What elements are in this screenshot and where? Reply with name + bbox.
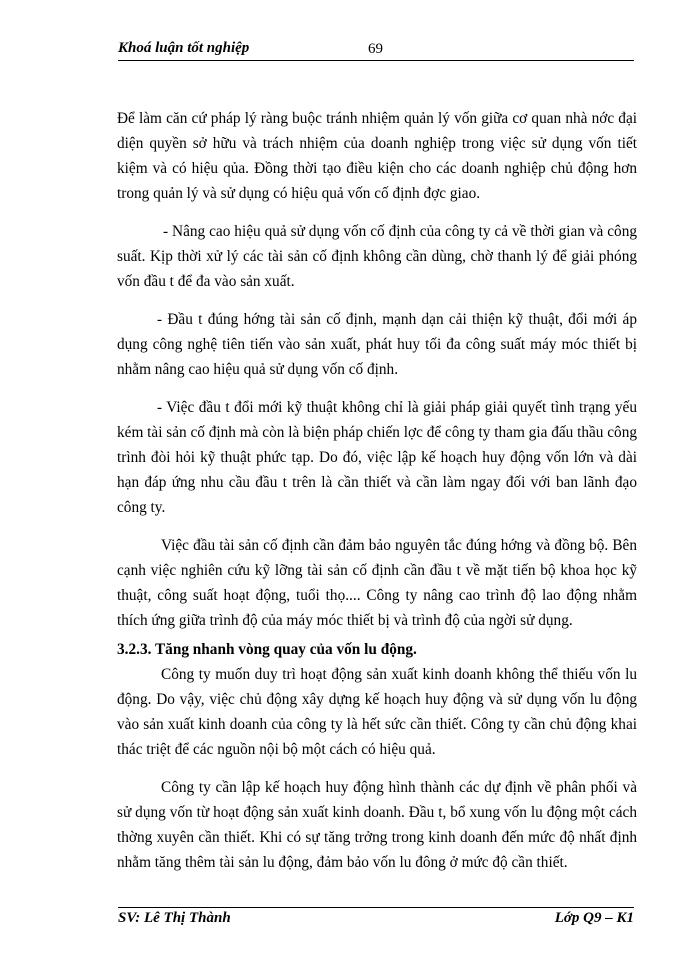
page-header: [118, 40, 634, 61]
paragraph-2: - Nâng cao hiệu quả sử dụng vốn cố định của công ty cả về thời gian và công suất. Kịp thời xử lý các tài sản cố định không cần dùng, chờ thanh lý để giải phóng vốn đầu t để đa vào sản xuất.: [117, 223, 637, 290]
page-number: 69: [368, 41, 383, 57]
header-title: Khoá luận tốt nghiệp: [118, 40, 250, 56]
document-body: [117, 106, 637, 875]
paragraph-3: - Đầu t đúng hớng tài sản cố định, mạnh dạn cải thiện kỹ thuật, đổi mới áp dụng công nghệ tiên tiến vào sản xuất, phát huy tối đa công suất máy móc thiết bị nhằm nâng cao hiệu quả sử dụng vốn cố định.: [117, 311, 637, 378]
paragraph-5: Việc đầu tài sản cố định cần đảm bảo nguyên tắc đúng hớng và đồng bộ. Bên cạnh việc nghiên cứu kỹ lỡng tài sản cố định cần đầu t về mặt tiến bộ khoa học kỹ thuật, công suất hoạt động, tuổi thọ.... Công ty nâng cao trình độ lao động nhằm thích ứng giữa trình độ của máy móc thiết bị và trình độ của ngời sử dụng.: [117, 537, 637, 629]
section-heading: 3.2.3. Tăng nhanh vòng quay của vốn lu động.: [117, 641, 417, 658]
footer-class: Lớp Q9 – K1: [554, 910, 634, 926]
page-footer: [118, 907, 634, 928]
footer-author: SV: Lê Thị Thành: [118, 910, 231, 926]
paragraph-7: Công ty cần lập kế hoạch huy động hình thành các dự định về phân phối và sử dụng vốn từ hoạt động sản xuất kinh doanh. Đầu t, bổ xung vốn lu động một cách thờng xuyên cần thiết. Khi có sự tăng trởng trong kinh doanh đến mức độ nhất định nhằm tăng thêm tài sản lu động, đảm bảo vốn lu đông ở mức độ cần thiết.: [117, 779, 637, 871]
paragraph-6: Công ty muốn duy trì hoạt động sản xuất kinh doanh không thể thiếu vốn lu động. Do vậy, việc chủ động xây dựng kế hoạch huy động và sử dụng vốn lu động vào sản xuất kinh doanh của công ty là hết sức cần thiết. Công ty cần chủ động khai thác triệt để các nguồn nội bộ một cách có hiệu quả.: [117, 666, 637, 758]
paragraph-4: - Việc đầu t đổi mới kỹ thuật không chỉ là giải pháp giải quyết tình trạng yếu kém tài sản cố định mà còn là biện pháp chiến lợc để công ty tham gia đấu thầu công trình đòi hỏi kỹ thuật phức tạp. Do đó, việc lập kế hoạch huy động vốn lớn và dài hạn đáp ứng nhu cầu đầu t trên là cần thiết và cần làm ngay đối với ban lãnh đạo công ty.: [117, 399, 637, 516]
paragraph-1: Để làm căn cứ pháp lý ràng buộc tránh nhiệm quản lý vốn giữa cơ quan nhà nớc đại diện quyền sở hữu và trách nhiệm của doanh nghiệp trong việc sử dụng vốn tiết kiệm và có hiệu qủa. Đồng thời tạo điều kiện cho các doanh nghiệp chủ động hơn trong quản lý và sử dụng có hiệu quả vốn cố định đợc giao.: [117, 110, 637, 202]
